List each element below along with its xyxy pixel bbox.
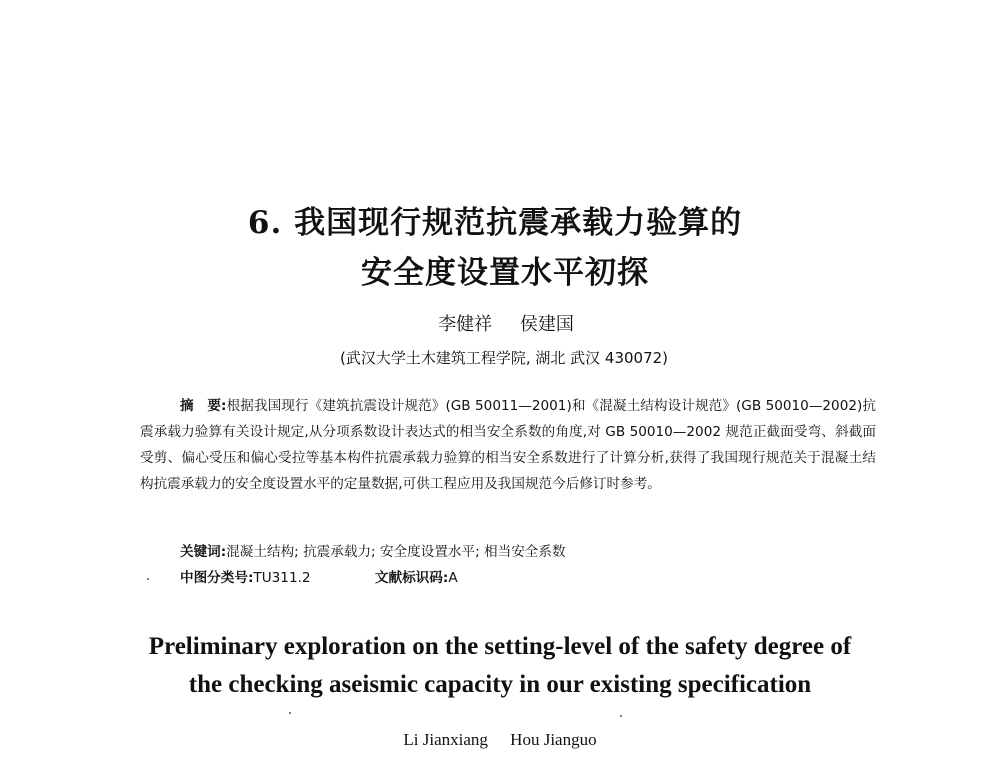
abstract	[140, 393, 876, 497]
doc-code-label: 文献标识码:	[374, 570, 449, 586]
chinese-title-line-2: 安全度设置水平初探	[361, 255, 649, 291]
scan-speck	[620, 715, 622, 717]
keywords-text: 混凝土结构; 抗震承载力; 安全度设置水平; 相当安全系数	[226, 544, 566, 560]
clc-value: TU311.2	[253, 570, 311, 586]
author-cn-2: 侯建国	[519, 314, 574, 335]
english-title-line-1: Preliminary exploration on the setting-level of the safety degree of	[148, 633, 852, 660]
chinese-title	[0, 198, 1000, 298]
scan-speck	[289, 712, 291, 714]
english-title-line-2: the checking aseismic capacity in our existing specification	[188, 671, 812, 698]
author-en-2: Hou Jianguo	[510, 730, 597, 749]
english-title	[0, 628, 1000, 704]
chinese-title-line-1: 6. 我国现行规范抗震承载力验算的	[247, 205, 743, 241]
keywords-label: 关键词:	[180, 544, 227, 560]
chinese-affiliation: (武汉大学土木建筑工程学院, 湖北 武汉 430072)	[339, 349, 669, 367]
clc-label: 中图分类号:	[180, 570, 254, 586]
abstract-text: 根据我国现行《建筑抗震设计规范》(GB 50011—2001)和《混凝土结构设计规范》(GB 50010—2002)抗震承载力验算有关设计规定,从分项系数设计表达式的相当安全系数的角度,对 GB 50010—2002 规范正截面受弯、斜截面受剪、偏心受压和偏心受拉等基本构件抗震承载力验算的相当安全系数进行了计算分析,获得了我国现行规范关于混凝土结构抗震承载力的安全度设置水平的定量数据,可供工程应用及我国规范今后修订时参考。	[140, 398, 876, 492]
chinese-authors	[0, 312, 1000, 338]
classification	[180, 566, 880, 590]
abstract-label: 摘 要:	[180, 398, 227, 414]
english-authors	[0, 728, 1000, 752]
author-en-1: Li Jianxiang	[403, 730, 488, 749]
author-cn-1: 李健祥	[438, 314, 493, 335]
scan-speck	[147, 578, 149, 580]
keywords	[180, 540, 880, 564]
doc-code-value: A	[448, 570, 458, 586]
